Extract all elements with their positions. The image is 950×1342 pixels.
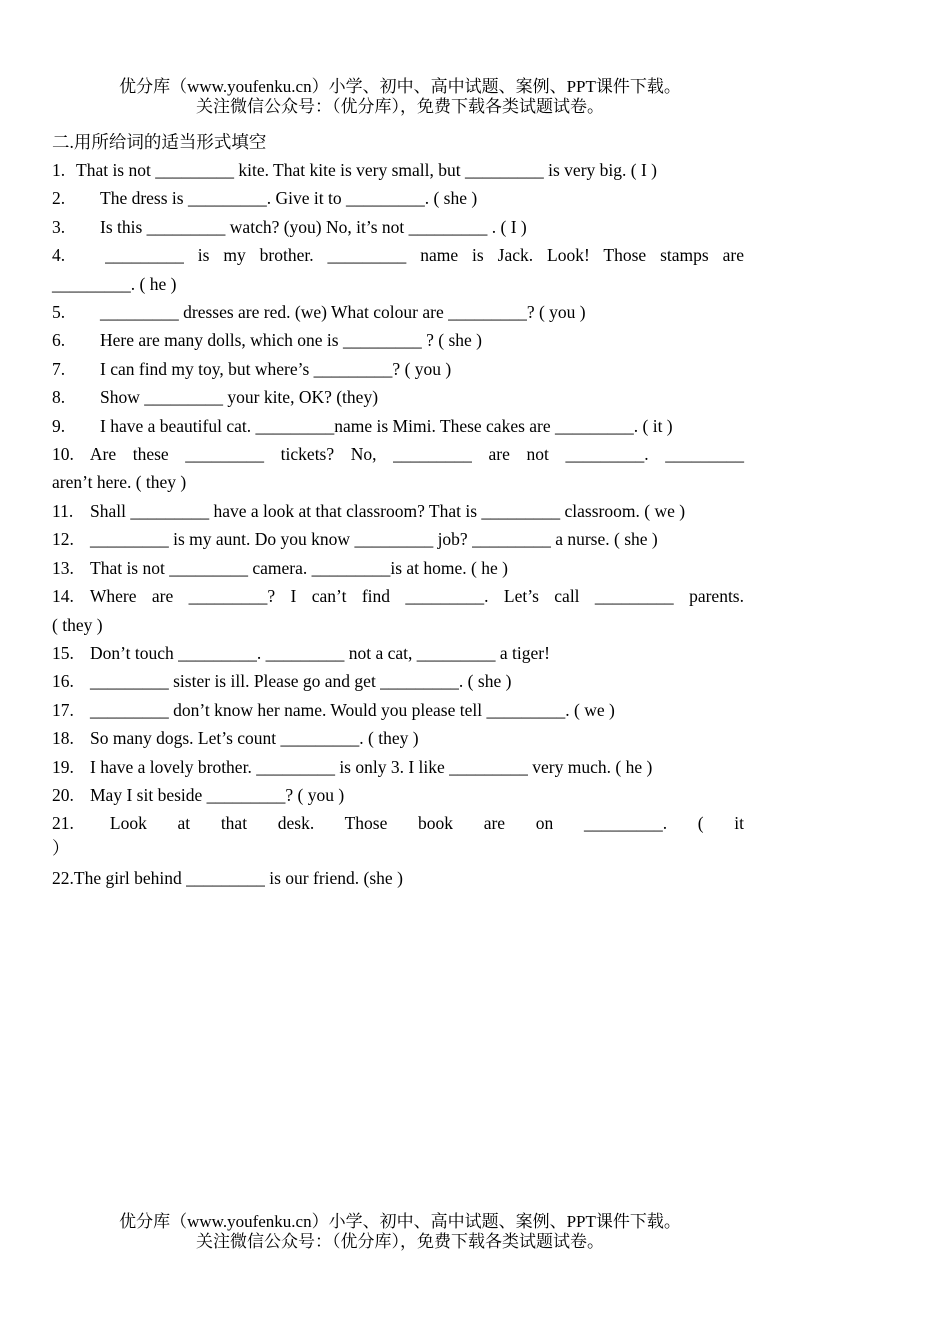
question-number: 2. <box>52 188 66 209</box>
question-number: 14. <box>52 586 74 607</box>
question-number: 22. <box>52 867 74 888</box>
section-title: 二.用所给词的适当形式填空 <box>52 132 267 152</box>
question-number: 1. <box>52 160 66 180</box>
question-2 <box>52 184 744 212</box>
header-line-1: 优分库（www.youfenku.cn）小学、初中、高中试题、案例、PPT课件下载。 <box>119 77 681 96</box>
question-14 <box>52 582 744 610</box>
question-number: 9. <box>52 415 66 436</box>
question-21-block <box>52 809 744 857</box>
question-number: 5. <box>52 302 66 323</box>
question-text: That is not _________ kite. That kite is very small, but _________ is very big. ( I ) <box>76 160 657 180</box>
question-11 <box>52 497 744 525</box>
question-21 <box>52 809 744 837</box>
question-6 <box>52 326 744 354</box>
question-21-continuation: ） <box>52 837 70 858</box>
question-1 <box>52 156 744 184</box>
question-10-continuation: aren’t here. ( they ) <box>52 472 187 493</box>
question-text: _________ is my brother. _________ name is Jack. Look! Those stamps are <box>105 245 744 266</box>
question-14-continuation: ( they ) <box>52 614 103 635</box>
question-number: 13. <box>52 557 74 578</box>
question-text: I have a lovely brother. _________ is only 3. I like _________ very much. ( he ) <box>90 756 653 777</box>
question-13 <box>52 554 744 582</box>
question-3 <box>52 213 744 241</box>
question-text: The dress is _________. Give it to _________. ( she ) <box>100 188 478 209</box>
question-text: Is this _________ watch? (you) No, it’s not _________ . ( I ) <box>100 216 527 237</box>
question-text: Are these _________ tickets? No, _________ are not _________. _________ <box>89 444 744 465</box>
question-text: _________ sister is ill. Please go and get _________. ( she ) <box>90 671 512 692</box>
question-17 <box>52 696 744 724</box>
question-20 <box>52 781 744 809</box>
question-text: I can find my toy, but where’s _________? ( you ) <box>100 358 452 379</box>
question-15 <box>52 639 744 667</box>
question-22 <box>52 864 744 892</box>
question-text: Here are many dolls, which one is _________ ? ( she ) <box>100 330 482 351</box>
question-10 <box>52 440 744 468</box>
question-number: 15. <box>52 642 74 663</box>
question-text: Show _________ your kite, OK? (they) <box>100 387 379 408</box>
question-number: 20. <box>52 784 74 805</box>
question-number: 3. <box>52 216 66 237</box>
question-text: _________ is my aunt. Do you know _________ job? _________ a nurse. ( she ) <box>90 529 658 550</box>
question-number: 21. <box>52 813 74 834</box>
header-line-2: 关注微信公众号：（优分库），免费下载各类试题试卷。 <box>196 97 604 116</box>
question-text: May I sit beside _________? ( you ) <box>90 784 345 805</box>
question-4 <box>52 241 744 269</box>
question-18 <box>52 724 744 752</box>
question-text: Shall _________ have a look at that classroom? That is _________ classroom. ( we ) <box>90 500 686 521</box>
question-text: _________ dresses are red. (we) What colour are _________? ( you ) <box>100 302 586 323</box>
question-4-continuation: _________. ( he ) <box>52 273 177 294</box>
question-number: 12. <box>52 529 74 550</box>
question-number: 17. <box>52 699 74 720</box>
page-footer <box>0 1212 800 1252</box>
question-text: _________ don’t know her name. Would you please tell _________. ( we ) <box>90 699 615 720</box>
question-5 <box>52 298 744 326</box>
question-7 <box>52 355 744 383</box>
question-number: 8. <box>52 387 66 408</box>
footer-line-2: 关注微信公众号：（优分库），免费下载各类试题试卷。 <box>196 1232 604 1251</box>
question-number: 18. <box>52 728 74 749</box>
question-number: 19. <box>52 756 74 777</box>
question-text: Don’t touch _________. _________ not a cat, _________ a tiger! <box>90 642 550 663</box>
question-text: So many dogs. Let’s count _________. ( they ) <box>90 728 419 749</box>
question-16 <box>52 667 744 695</box>
question-number: 11. <box>52 500 74 521</box>
question-text: The girl behind _________ is our friend. (she ) <box>73 867 403 888</box>
question-text: I have a beautiful cat. _________name is Mimi. These cakes are _________. ( it ) <box>100 415 673 436</box>
question-19 <box>52 753 744 781</box>
question-number: 7. <box>52 358 66 379</box>
question-number: 4. <box>52 245 66 266</box>
question-number: 6. <box>52 330 66 351</box>
question-number: 10. <box>52 444 74 465</box>
question-8 <box>52 383 744 411</box>
question-number: 16. <box>52 671 74 692</box>
page-header <box>0 77 800 117</box>
footer-line-1: 优分库（www.youfenku.cn）小学、初中、高中试题、案例、PPT课件下载。 <box>119 1212 681 1231</box>
question-12 <box>52 525 744 553</box>
question-text: That is not _________ camera. _________is at home. ( he ) <box>90 557 508 578</box>
question-9 <box>52 412 744 440</box>
question-text: Where are _________? I can’t find _________. Let’s call _________ parents. <box>89 586 744 607</box>
exercise-section <box>52 128 744 892</box>
question-text: Look at that desk. Those book are on _________. ( it <box>109 813 744 834</box>
